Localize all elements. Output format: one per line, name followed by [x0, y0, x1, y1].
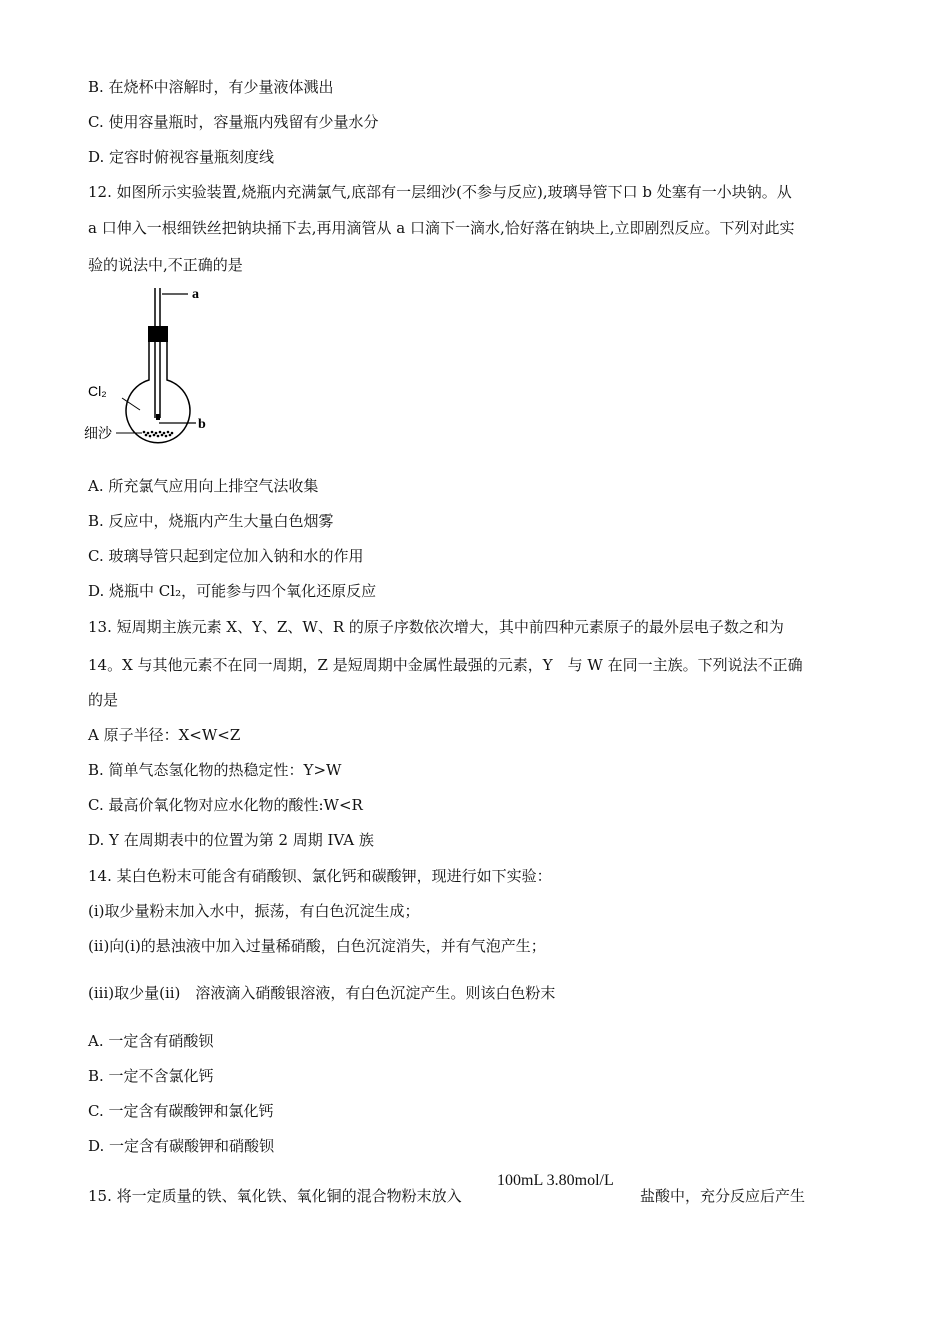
q14-option-b: B. 一定不含氯化钙	[88, 1067, 214, 1085]
q13-option-b: B. 简单气态氢化物的热稳定性：Y>W	[88, 761, 342, 779]
q12-option-a: A. 所充氯气应用向上排空气法收集	[88, 477, 319, 495]
q11-option-c: C. 使用容量瓶时，容量瓶内残留有少量水分	[88, 113, 379, 131]
q12-option-d: D. 烧瓶中 Cl₂，可能参与四个氧化还原反应	[88, 582, 377, 600]
q11-option-b: B. 在烧杯中溶解时，有少量液体溅出	[88, 78, 334, 96]
label-cl2: Cl₂	[88, 383, 107, 399]
q14-stem: 14. 某白色粉末可能含有硝酸钡、氯化钙和碳酸钾，现进行如下实验：	[88, 867, 552, 885]
q14-option-a: A. 一定含有硝酸钡	[88, 1032, 214, 1050]
label-a: a	[192, 287, 199, 302]
q12-option-b: B. 反应中，烧瓶内产生大量白色烟雾	[88, 512, 334, 530]
q11-option-d: D. 定容时俯视容量瓶刻度线	[88, 148, 275, 166]
q14-option-d: D. 一定含有碳酸钾和硝酸钡	[88, 1137, 275, 1155]
q12-stem-line3: 验的说法中,不正确的是	[88, 256, 243, 274]
label-b: b	[198, 417, 206, 432]
q14-step-iii: (iii)取少量(ii) 溶液滴入硝酸银溶液，有白色沉淀产生。则该白色粉末	[88, 984, 556, 1002]
q13-option-a: A 原子半径：X<W<Z	[88, 726, 241, 744]
q12-option-c: C. 玻璃导管只起到定位加入钠和水的作用	[88, 547, 364, 565]
q14-option-c: C. 一定含有碳酸钾和氯化钙	[88, 1102, 274, 1120]
q13-option-c: C. 最高价氧化物对应水化物的酸性:W<R	[88, 796, 363, 814]
q12-stem-line1: 12. 如图所示实验装置,烧瓶内充满氯气,底部有一层细沙(不参与反应),玻璃导管下口 b 处塞有一小块钠。从	[88, 183, 792, 201]
q13-stem-line2: 14。X 与其他元素不在同一周期，Z 是短周期中金属性最强的元素，Y 与 W 在同一主族。下列说法不正确	[88, 656, 803, 674]
q12-stem-line2: a 口伸入一根细铁丝把钠块捅下去,再用滴管从 a 口滴下一滴水,恰好落在钠块上,立即剧烈反应。下列对此实	[88, 219, 795, 237]
q14-step-i: (i)取少量粉末加入水中，振荡，有白色沉淀生成；	[88, 902, 420, 920]
q15-concentration-formula: 100mL 3.80mol/L	[497, 1172, 614, 1189]
q13-stem-line3: 的是	[88, 691, 119, 709]
q15-stem-start: 15. 将一定质量的铁、氧化铁、氧化铜的混合物粉末放入	[88, 1187, 462, 1205]
q13-stem-line1: 13. 短周期主族元素 X、Y、Z、W、R 的原子序数依次增大，其中前四种元素原子的最外层电子数之和为	[88, 618, 784, 636]
label-sand: 细沙	[84, 426, 112, 442]
q13-option-d: D. Y 在周期表中的位置为第 2 周期 IVA 族	[88, 831, 374, 849]
q15-stem-end: 盐酸中，充分反应后产生	[640, 1187, 806, 1205]
flask-apparatus-figure	[80, 282, 240, 452]
q14-step-ii: (ii)向(i)的悬浊液中加入过量稀硝酸，白色沉淀消失，并有气泡产生；	[88, 937, 546, 955]
